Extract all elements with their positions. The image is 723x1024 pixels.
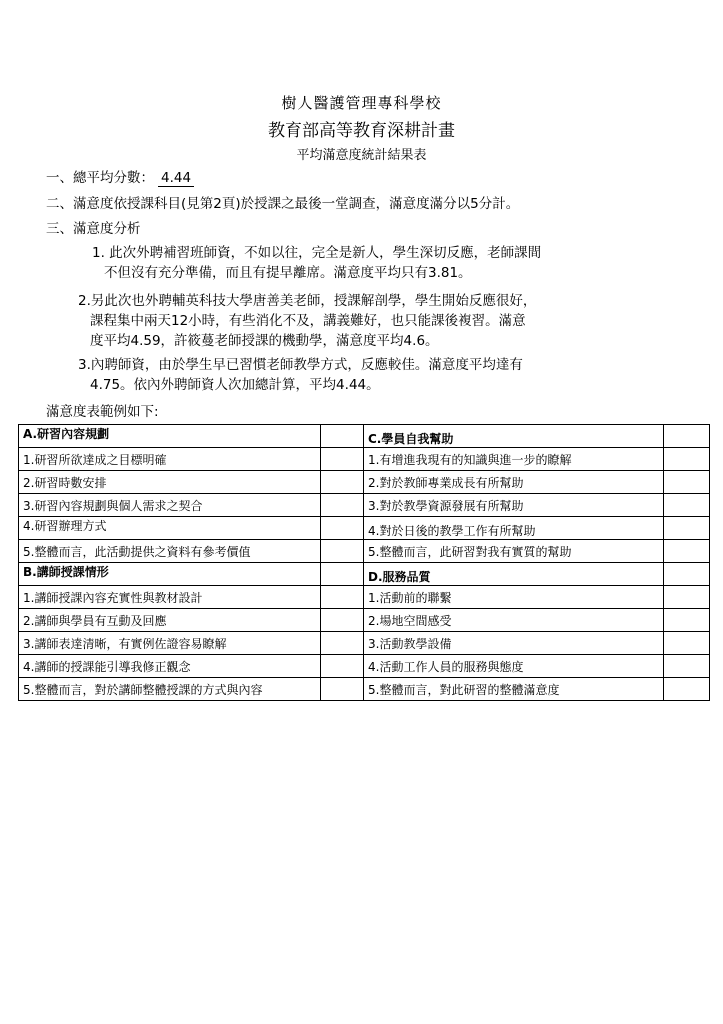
- analysis-item-1: [92, 243, 541, 283]
- analysis-line: 3.內聘師資，由於學生早已習慣老師教學方式，反應較佳。滿意度平均達有: [78, 357, 523, 373]
- section-b-title: B.講師授課情形: [19, 563, 321, 586]
- analysis-item-3: [78, 355, 523, 395]
- rating-cell: [321, 540, 364, 563]
- section-analysis-heading: 三、滿意度分析: [46, 221, 141, 237]
- rating-cell: [321, 471, 364, 494]
- table-row: [19, 471, 710, 494]
- survey-question: 4.活動工作人員的服務與態度: [364, 655, 664, 678]
- survey-question: 3.對於教學資源發展有所幫助: [364, 494, 664, 517]
- rating-cell: [664, 448, 710, 471]
- school-name: 樹人醫護管理專科學校: [281, 94, 442, 112]
- rating-cell: [664, 471, 710, 494]
- analysis-line: 度平均4.59，許筱蔓老師授課的機動學，滿意度平均4.6。: [90, 333, 439, 349]
- section-average-score: [46, 166, 194, 187]
- analysis-line: 4.75。依內外聘師資人次加總計算，平均4.44。: [90, 377, 380, 393]
- rating-cell: [664, 678, 710, 701]
- survey-question: 5.整體而言，對於講師整體授課的方式與內容: [19, 678, 321, 701]
- average-score-label: 一、總平均分數：: [46, 170, 154, 186]
- table-row: [19, 655, 710, 678]
- rating-cell: [321, 678, 364, 701]
- page-subtitle: 平均滿意度統計結果表: [296, 148, 427, 163]
- rating-cell: [321, 494, 364, 517]
- table-row: [19, 678, 710, 701]
- survey-question: 2.講師與學員有互動及回應: [19, 609, 321, 632]
- rating-cell: [664, 655, 710, 678]
- table-row: [19, 517, 710, 540]
- rating-cell: [321, 586, 364, 609]
- rating-cell: [664, 632, 710, 655]
- rating-cell: [664, 517, 710, 540]
- section-survey-method: 二、滿意度依授課科目(見第2頁)於授課之最後一堂調查，滿意度滿分以5分計。: [46, 196, 520, 212]
- rating-cell: [664, 609, 710, 632]
- survey-question: 1.有增進我現有的知識與進一步的瞭解: [364, 448, 664, 471]
- analysis-line: 課程集中兩天12小時，有些消化不及，講義難好，也只能課後複習。滿意: [90, 313, 526, 329]
- rating-cell: [321, 655, 364, 678]
- survey-question: 4.研習辦理方式: [19, 517, 321, 540]
- rating-cell: [664, 563, 710, 586]
- plan-title: 教育部高等教育深耕計畫: [268, 121, 455, 141]
- table-row: [19, 586, 710, 609]
- rating-cell: [321, 517, 364, 540]
- survey-question: 2.研習時數安排: [19, 471, 321, 494]
- survey-question: 3.講師表達清晰，有實例佐證容易瞭解: [19, 632, 321, 655]
- survey-question: 3.活動教學設備: [364, 632, 664, 655]
- survey-question: 1.研習所欲達成之目標明確: [19, 448, 321, 471]
- analysis-line: 不但沒有充分準備，而且有提早離席。滿意度平均只有3.81。: [104, 265, 472, 281]
- survey-question: 2.對於教師專業成長有所幫助: [364, 471, 664, 494]
- rating-cell: [664, 540, 710, 563]
- table-row: [19, 609, 710, 632]
- survey-question: 1.講師授課內容充實性與教材設計: [19, 586, 321, 609]
- survey-question: 2.場地空間感受: [364, 609, 664, 632]
- section-a-title: A.研習內容規劃: [19, 425, 321, 448]
- survey-question: 3.研習內容規劃與個人需求之契合: [19, 494, 321, 517]
- survey-question: 4.對於日後的教學工作有所幫助: [364, 517, 664, 540]
- section-d-title: D.服務品質: [364, 563, 664, 586]
- table-row: [19, 632, 710, 655]
- satisfaction-survey-table: [18, 424, 710, 701]
- table-row: [19, 494, 710, 517]
- rating-cell: [664, 494, 710, 517]
- survey-question: 5.整體而言，對此研習的整體滿意度: [364, 678, 664, 701]
- table-row: [19, 425, 710, 448]
- rating-cell: [321, 563, 364, 586]
- rating-cell: [664, 425, 710, 448]
- survey-question: 1.活動前的聯繫: [364, 586, 664, 609]
- rating-cell: [664, 586, 710, 609]
- rating-cell: [321, 609, 364, 632]
- rating-cell: [321, 448, 364, 471]
- table-row: [19, 448, 710, 471]
- rating-cell: [321, 425, 364, 448]
- analysis-line: 2.另此次也外聘輔英科技大學唐善美老師，授課解剖學，學生開始反應很好，: [78, 293, 537, 309]
- table-row: [19, 540, 710, 563]
- rating-cell: [321, 632, 364, 655]
- analysis-item-2: [78, 291, 536, 351]
- survey-question: 5.整體而言，此研習對我有實質的幫助: [364, 540, 664, 563]
- table-intro: 滿意度表範例如下:: [46, 404, 159, 420]
- average-score-value: 4.44: [158, 171, 194, 187]
- survey-question: 5.整體而言，此活動提供之資料有參考價值: [19, 540, 321, 563]
- survey-question: 4.講師的授課能引導我修正觀念: [19, 655, 321, 678]
- analysis-line: 1. 此次外聘補習班師資，不如以往，完全是新人，學生深切反應，老師課間: [92, 245, 542, 261]
- section-c-title: C.學員自我幫助: [364, 425, 664, 448]
- table-row: [19, 563, 710, 586]
